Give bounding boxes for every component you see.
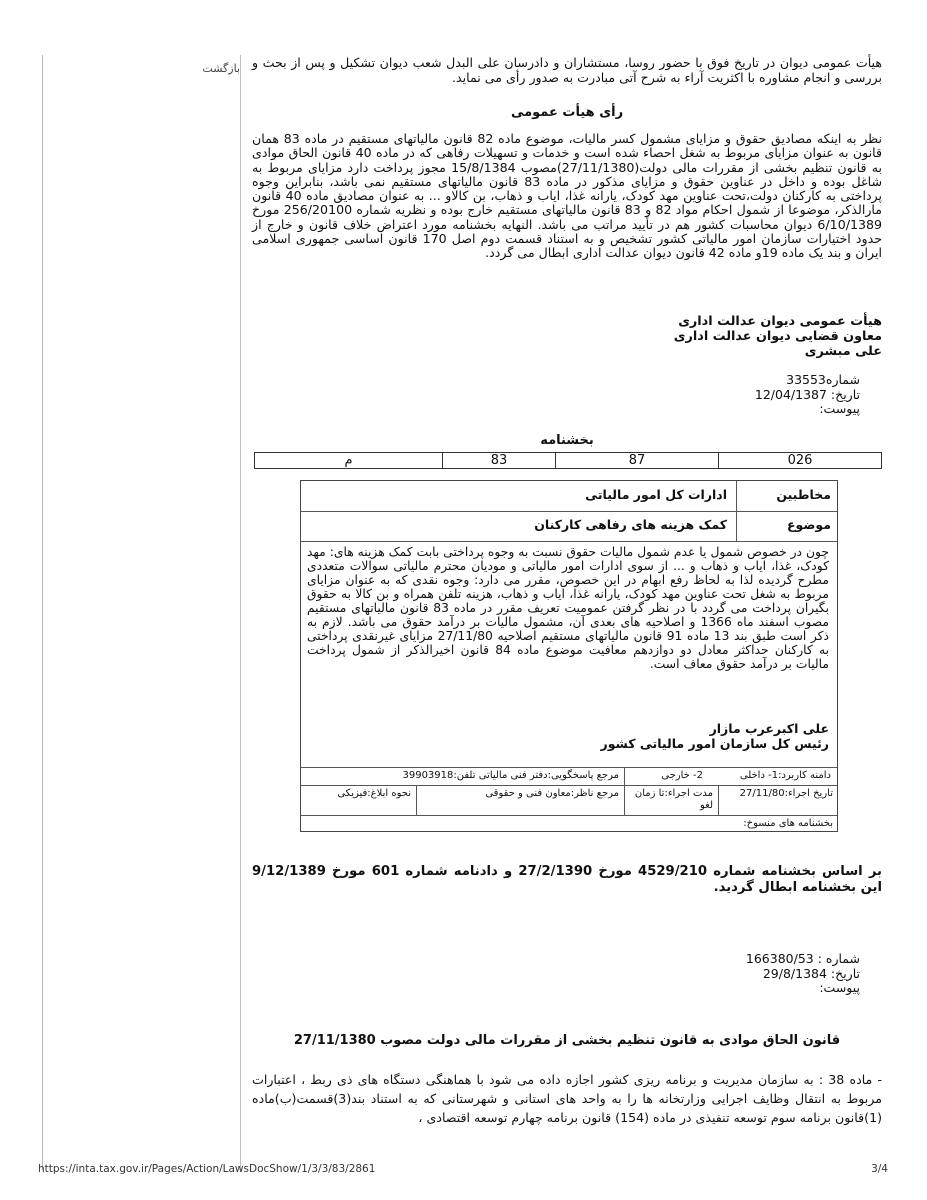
notify-method: نحوه ابلاغ:فیزیکی [337,788,411,799]
page-number: 3/4 [871,1163,888,1175]
signer-name: علی اکبرعرب مازار [709,721,829,736]
scope-internal: دامنه کاربرد:1- داخلی [739,770,831,781]
table-cell: م [255,453,443,469]
doc2-date: تاریخ: 29/8/1384 [762,965,860,981]
signature-line-3: علی مبشری [804,344,882,359]
ruling-heading: رأی هیأت عمومی [510,105,624,120]
divider [416,785,417,815]
circular-body: چون در خصوص شمول یا عدم شمول مالیات حقوق نسبت به وجوه پرداختی بابت کمک هزینه های: مهد کودک، غذا، ایاب و ذهاب و ... از سوی ادارات امور مالیاتی و مودیان محترم مالیاتی سوالات متعددی مطرح گردیده لذا به لحاظ رفع ابهام در این خصوص، مقرر می دارد: وجوه نقدی که به عنوان مزایای مربوط به شغل تحت عناوین مهد کودک، یارانه غذا، ایاب و ذهاب، هزینه تلفن همراه و بن کالا به حقوق بگیران پرداخت می گردد با در نظر گرفتن عمومیت تعریف مقرر در ماده 83 قانون مالیاتهای مستقیم مصوب اسفند ماه 1366 و اصلاحیه های بعدی آن، مشمول مالیات بر درآمد حقوق می باشد. لازم به ذکر است طبق بند 13 ماده 91 قانون مالیاتهای مستقیم اصلاحیه 27/11/80 مزایای غیرنقدی پرداختی به کارکنان حداکثر معادل دو دوازدهم معافیت موضوع ماده 84 قانون اخیرالذکر از شمول پرداخت مالیات بر درآمد حقوق معاف است. [307,545,830,671]
scope-external: 2- خارجی [661,770,703,781]
supervisor: مرجع ناظر:معاون فنی و حقوقی [485,788,619,799]
divider [624,767,625,815]
circular-box [300,480,838,832]
subject-label: موضوع [786,517,831,532]
divider [718,785,719,815]
signature-line-1: هیأت عمومی دیوان عدالت اداری [678,314,882,329]
table-cell: 87 [555,453,718,469]
doc1-attachment: پیوست: [819,401,860,416]
circular-title: بخشنامه [540,433,594,448]
signer-title: رئیس کل سازمان امور مالیاتی کشور [600,736,829,751]
doc2-attachment: پیوست: [819,980,860,995]
doc1-meta [252,373,860,417]
circular-signer [601,721,829,751]
intro-paragraph: هیأت عمومی دیوان در تاریخ فوق با حضور روسا، مستشاران و دادرسان علی البدل شعب دیوان تشکیل و پس از بحث و بررسی و انجام مشاوره با اکثریت آراء به شرح آتی مبادرت به صدور رأی می نماید. [252,55,882,85]
divider [301,815,837,816]
ruling-text: نظر به اینکه مصادیق حقوق و مزایای مشمول کسر مالیات، موضوع ماده 82 قانون مالیاتهای مستقیم در ماده 83 همان قانون به عنوان مزایای مربوط به شغل احصاء شده است و خدمات و تسهیلات رفاهی که در ماده 40 قانون الحاق موادی به قانون تنظیم بخشی از مقررات مالی دولت(27/11/1380)مصوب 15/8/1384 مجوز پرداخت دارد مزایای مربوط به شاغل بوده و داخل در عناوین حقوق و مزایای مذکور در ماده 83 قانون مالیاتهای مستقیم نمی باشد، بنابراین وجوه پرداختی به کارکنان دولت،تحت عناوین مهد کودک، یارانه غذا، ایاب و ذهاب، بن کالاو ... به عنوان مصادیق ماده 40 قانون مارالذکر، موضوعا از شمول احکام مواد 82 و 83 قانون مالیاتهای مستقیم خارج بوده و نظریه شماره 256/20100 مورخ 6/10/1389 دیوان محاسبات کشور هم در تأیید مراتب می باشد. النهایه بخشنامه مورد اعتراض خلاف قانون و خارج از حدود اختیارات سازمان امور مالیاتی کشور تشخیص و به استناد قسمت دوم اصل 170 قانون اساسی جمهوری اسلامی ایران و بند یک ماده 19و ماده 42 قانون دیوان عدالت اداری ابطال می گردد. [252,131,883,261]
doc2-meta [252,952,860,996]
divider [301,511,837,512]
column-divider [240,55,241,1170]
execution-date: تاریخ اجراء:27/11/80 [739,788,833,799]
divider [301,541,837,542]
table-row [255,453,882,469]
doc1-number: شماره33553 [786,372,860,387]
page-footer [38,1163,888,1175]
footer-url: https://inta.tax.gov.ir/Pages/Action/LawsDocShow/1/3/3/83/2861 [38,1163,376,1175]
divider [301,767,837,768]
obsolete-circulars: بخشنامه های منسوخ: [743,818,833,829]
subject-value: کمک هزینه های رفاهی کارکنان [534,517,727,532]
annulment-note: بر اساس بخشنامه شماره 4529/210 مورخ 27/2/1390 و دادنامه شماره 601 مورخ 9/12/1389 این بخشنامه ابطال گردید. [252,864,883,895]
reply-reference: مرجع پاسخگویی:دفتر فنی مالیاتی تلفن:39903918 [402,770,619,781]
signature-block [252,314,882,359]
table-cell: 83 [443,453,556,469]
recipients-label: مخاطبین [776,487,831,502]
back-link[interactable]: بازگشت [202,62,240,75]
circular-code-table [254,452,882,469]
table-cell: 026 [718,453,881,469]
law-title: قانون الحاق موادی به قانون تنظیم بخشی از مقررات مالی دولت مصوب 27/11/1380 [293,1033,841,1048]
recipients-value: ادارات کل امور مالیاتی [585,487,727,502]
signature-line-2: معاون قضایی دیوان عدالت اداری [673,329,882,344]
article-38: - ماده 38 : به سازمان مدیریت و برنامه ریزی کشور اجازه داده می شود با هماهنگی دستگاه های ذی ربط ، اعتبارات مربوط به انتقال وظایف اجرایی وزارتخانه ها را به واحد های استانی و شهرستانی که به استناد بند(3)قسمت(ب)ماده (1)قانون برنامه سوم توسعه تنفیذی در ماده (154) قانون برنامه چهارم توسعه اقتصادی ، [252,1072,883,1125]
divider [301,785,837,786]
execution-duration: مدت اجراء:تا زمان لغو [634,788,713,811]
doc2-number: شماره : 166380/53 [745,951,860,966]
doc1-date: تاریخ: 12/04/1387 [754,386,860,402]
